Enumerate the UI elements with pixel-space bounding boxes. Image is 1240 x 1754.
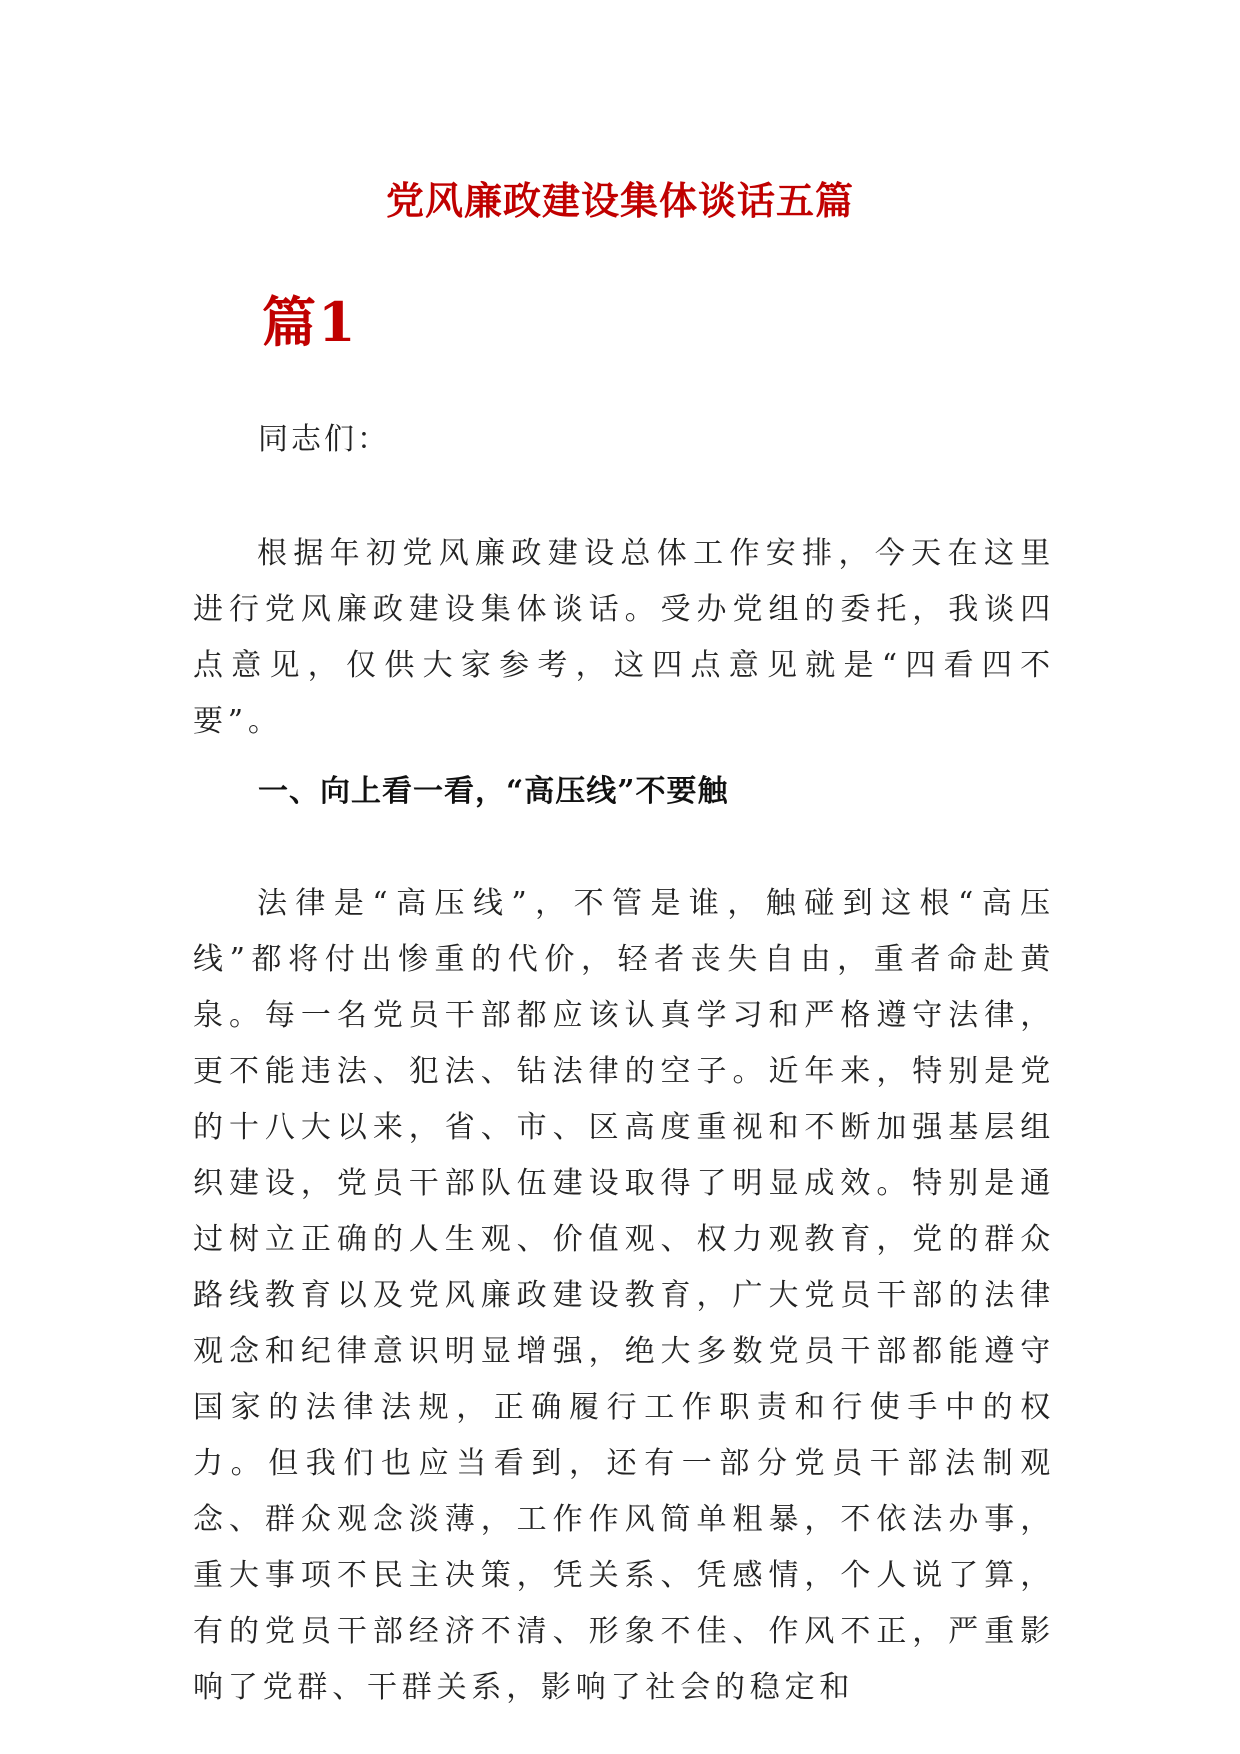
body-paragraph: 根据年初党风廉政建设总体工作安排，今天在这里进行党风廉政建设集体谈话。受办党组的委托，我谈四点意见，仅供大家参考，这四点意见就是“四看四不要”。: [193, 536, 1055, 739]
salutation: 同志们：: [258, 422, 390, 457]
subheading: 一、向上看一看，“高压线”不要触: [258, 774, 729, 809]
document-title: 党风廉政建设集体谈话五篇: [385, 178, 854, 223]
body-paragraph: 法律是“高压线”，不管是谁，触碰到这根“高压线”都将付出惨重的代价，轻者丧失自由，重者命赴黄泉。每一名党员干部都应该认真学习和严格遵守法律，更不能违法、犯法、钻法律的空子。近年来，特别是党的十八大以来，省、市、区高度重视和不断加强基层组织建设，党员干部队伍建设取得了明显成效。特别是通过树立正确的人生观、价值观、权力观教育，党的群众路线教育以及党风廉政建设教育，广大党员干部的法律观念和纪律意识明显增强，绝大多数党员干部都能遵守国家的法律法规，正确履行工作职责和行使手中的权力。但我们也应当看到，还有一部分党员干部法制观念、群众观念淡薄，工作作风简单粗暴，不依法办事，重大事项不民主决策，凭关系、凭感情，个人说了算，有的党员干部经济不清、形象不佳、作风不正，严重影响了党群、干群关系，影响了社会的稳定和: [193, 886, 1055, 1705]
section-heading: 篇1: [262, 290, 358, 354]
